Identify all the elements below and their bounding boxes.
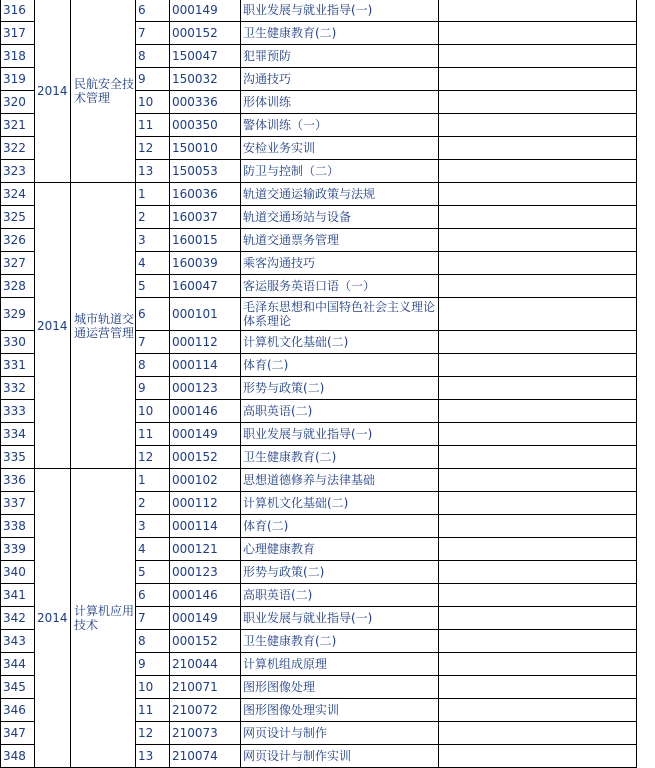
course-code-cell: 000336 — [170, 91, 241, 114]
blank-cell — [439, 745, 637, 768]
course-code-cell: 000146 — [170, 584, 241, 607]
major-cell: 民航安全技术管理 — [71, 0, 136, 183]
course-name-cell: 犯罪预防 — [241, 45, 439, 68]
sequence-cell: 10 — [136, 676, 170, 699]
course-name-cell: 轨道交通票务管理 — [241, 229, 439, 252]
course-code-cell: 000102 — [170, 469, 241, 492]
course-code-cell: 210074 — [170, 745, 241, 768]
blank-cell — [439, 252, 637, 275]
course-code-cell: 000121 — [170, 538, 241, 561]
blank-cell — [439, 400, 637, 423]
blank-cell — [439, 584, 637, 607]
sequence-cell: 7 — [136, 607, 170, 630]
sequence-cell: 12 — [136, 722, 170, 745]
sequence-cell: 6 — [136, 0, 170, 22]
row-number-cell: 343 — [1, 630, 35, 653]
sequence-cell: 3 — [136, 229, 170, 252]
blank-cell — [439, 22, 637, 45]
course-code-cell: 000112 — [170, 331, 241, 354]
course-code-cell: 000149 — [170, 0, 241, 22]
blank-cell — [439, 160, 637, 183]
course-name-cell: 警体训练（一） — [241, 114, 439, 137]
blank-cell — [439, 377, 637, 400]
row-number-cell: 322 — [1, 137, 35, 160]
blank-cell — [439, 699, 637, 722]
course-code-cell: 000152 — [170, 630, 241, 653]
sequence-cell: 11 — [136, 423, 170, 446]
course-name-cell: 形势与政策(二) — [241, 377, 439, 400]
course-name-cell: 轨道交通场站与设备 — [241, 206, 439, 229]
sequence-cell: 3 — [136, 515, 170, 538]
course-code-cell: 210044 — [170, 653, 241, 676]
blank-cell — [439, 423, 637, 446]
course-code-cell: 000152 — [170, 22, 241, 45]
sequence-cell: 12 — [136, 446, 170, 469]
sequence-cell: 5 — [136, 561, 170, 584]
blank-cell — [439, 607, 637, 630]
row-number-cell: 347 — [1, 722, 35, 745]
course-code-cell: 000149 — [170, 423, 241, 446]
sequence-cell: 8 — [136, 45, 170, 68]
blank-cell — [439, 561, 637, 584]
course-name-cell: 职业发展与就业指导(一) — [241, 607, 439, 630]
sequence-cell: 8 — [136, 354, 170, 377]
blank-cell — [439, 206, 637, 229]
course-name-cell: 计算机文化基础(二) — [241, 492, 439, 515]
blank-cell — [439, 68, 637, 91]
course-code-cell: 000350 — [170, 114, 241, 137]
sequence-cell: 1 — [136, 183, 170, 206]
row-number-cell: 316 — [1, 0, 35, 22]
row-number-cell: 345 — [1, 676, 35, 699]
sequence-cell: 13 — [136, 745, 170, 768]
course-code-cell: 000123 — [170, 561, 241, 584]
course-name-cell: 体育(二) — [241, 354, 439, 377]
row-number-cell: 331 — [1, 354, 35, 377]
row-number-cell: 344 — [1, 653, 35, 676]
blank-cell — [439, 91, 637, 114]
row-number-cell: 338 — [1, 515, 35, 538]
course-code-cell: 000114 — [170, 515, 241, 538]
sequence-cell: 12 — [136, 137, 170, 160]
table-row — [1, 183, 637, 206]
row-number-cell: 326 — [1, 229, 35, 252]
sequence-cell: 10 — [136, 400, 170, 423]
row-number-cell: 330 — [1, 331, 35, 354]
row-number-cell: 333 — [1, 400, 35, 423]
sequence-cell: 5 — [136, 275, 170, 298]
sequence-cell: 13 — [136, 160, 170, 183]
sequence-cell: 11 — [136, 114, 170, 137]
course-code-cell: 210073 — [170, 722, 241, 745]
row-number-cell: 317 — [1, 22, 35, 45]
course-code-cell: 150010 — [170, 137, 241, 160]
row-number-cell: 321 — [1, 114, 35, 137]
course-code-cell: 000112 — [170, 492, 241, 515]
blank-cell — [439, 538, 637, 561]
course-name-cell: 毛泽东思想和中国特色社会主义理论体系理论 — [241, 298, 439, 331]
sequence-cell: 10 — [136, 91, 170, 114]
course-name-cell: 高职英语(二) — [241, 584, 439, 607]
row-number-cell: 340 — [1, 561, 35, 584]
course-code-cell: 150053 — [170, 160, 241, 183]
row-number-cell: 334 — [1, 423, 35, 446]
row-number-cell: 318 — [1, 45, 35, 68]
row-number-cell: 323 — [1, 160, 35, 183]
row-number-cell: 335 — [1, 446, 35, 469]
course-code-cell: 160015 — [170, 229, 241, 252]
course-name-cell: 沟通技巧 — [241, 68, 439, 91]
course-code-cell: 210072 — [170, 699, 241, 722]
course-name-cell: 形势与政策(二) — [241, 561, 439, 584]
year-cell: 2014 — [35, 469, 71, 768]
blank-cell — [439, 515, 637, 538]
course-code-cell: 160039 — [170, 252, 241, 275]
sequence-cell: 8 — [136, 630, 170, 653]
row-number-cell: 337 — [1, 492, 35, 515]
course-name-cell: 计算机文化基础(二) — [241, 331, 439, 354]
course-name-cell: 图形图像处理 — [241, 676, 439, 699]
blank-cell — [439, 722, 637, 745]
sequence-cell: 6 — [136, 584, 170, 607]
course-name-cell: 安检业务实训 — [241, 137, 439, 160]
row-number-cell: 327 — [1, 252, 35, 275]
course-name-cell: 心理健康教育 — [241, 538, 439, 561]
course-name-cell: 网页设计与制作 — [241, 722, 439, 745]
course-code-cell: 000101 — [170, 298, 241, 331]
blank-cell — [439, 229, 637, 252]
blank-cell — [439, 137, 637, 160]
course-code-cell: 150032 — [170, 68, 241, 91]
blank-cell — [439, 114, 637, 137]
course-code-cell: 000146 — [170, 400, 241, 423]
row-number-cell: 319 — [1, 68, 35, 91]
sequence-cell: 11 — [136, 699, 170, 722]
course-name-cell: 形体训练 — [241, 91, 439, 114]
sequence-cell: 7 — [136, 22, 170, 45]
course-name-cell: 职业发展与就业指导(一) — [241, 0, 439, 22]
course-name-cell: 防卫与控制（二） — [241, 160, 439, 183]
row-number-cell: 346 — [1, 699, 35, 722]
row-number-cell: 324 — [1, 183, 35, 206]
course-code-cell: 000114 — [170, 354, 241, 377]
course-code-cell: 210071 — [170, 676, 241, 699]
course-code-cell: 150047 — [170, 45, 241, 68]
major-cell: 计算机应用技术 — [71, 469, 136, 768]
major-cell: 城市轨道交通运营管理 — [71, 183, 136, 469]
blank-cell — [439, 275, 637, 298]
blank-cell — [439, 492, 637, 515]
table-row — [1, 469, 637, 492]
blank-cell — [439, 0, 637, 22]
course-name-cell: 计算机组成原理 — [241, 653, 439, 676]
course-name-cell: 网页设计与制作实训 — [241, 745, 439, 768]
sequence-cell: 9 — [136, 653, 170, 676]
course-name-cell: 轨道交通运输政策与法规 — [241, 183, 439, 206]
course-name-cell: 卫生健康教育(二) — [241, 22, 439, 45]
course-name-cell: 客运服务英语口语（一） — [241, 275, 439, 298]
sequence-cell: 7 — [136, 331, 170, 354]
blank-cell — [439, 331, 637, 354]
blank-cell — [439, 676, 637, 699]
year-cell: 2014 — [35, 0, 71, 183]
sequence-cell: 6 — [136, 298, 170, 331]
row-number-cell: 336 — [1, 469, 35, 492]
blank-cell — [439, 183, 637, 206]
course-code-cell: 000123 — [170, 377, 241, 400]
course-code-cell: 160047 — [170, 275, 241, 298]
sequence-cell: 2 — [136, 492, 170, 515]
blank-cell — [439, 354, 637, 377]
blank-cell — [439, 469, 637, 492]
row-number-cell: 325 — [1, 206, 35, 229]
row-number-cell: 328 — [1, 275, 35, 298]
course-code-cell: 000149 — [170, 607, 241, 630]
row-number-cell: 339 — [1, 538, 35, 561]
blank-cell — [439, 298, 637, 331]
course-name-cell: 高职英语(二) — [241, 400, 439, 423]
course-name-cell: 思想道德修养与法律基础 — [241, 469, 439, 492]
course-name-cell: 卫生健康教育(二) — [241, 630, 439, 653]
course-name-cell: 卫生健康教育(二) — [241, 446, 439, 469]
course-table-body — [1, 0, 637, 768]
blank-cell — [439, 45, 637, 68]
course-name-cell: 图形图像处理实训 — [241, 699, 439, 722]
row-number-cell: 332 — [1, 377, 35, 400]
course-code-cell: 160036 — [170, 183, 241, 206]
blank-cell — [439, 630, 637, 653]
row-number-cell: 329 — [1, 298, 35, 331]
sequence-cell: 4 — [136, 252, 170, 275]
sequence-cell: 9 — [136, 68, 170, 91]
row-number-cell: 341 — [1, 584, 35, 607]
table-row — [1, 0, 637, 22]
row-number-cell: 342 — [1, 607, 35, 630]
course-code-cell: 160037 — [170, 206, 241, 229]
sequence-cell: 2 — [136, 206, 170, 229]
blank-cell — [439, 653, 637, 676]
blank-cell — [439, 446, 637, 469]
sequence-cell: 1 — [136, 469, 170, 492]
course-name-cell: 体育(二) — [241, 515, 439, 538]
sequence-cell: 4 — [136, 538, 170, 561]
row-number-cell: 348 — [1, 745, 35, 768]
sequence-cell: 9 — [136, 377, 170, 400]
course-name-cell: 乘客沟通技巧 — [241, 252, 439, 275]
course-code-cell: 000152 — [170, 446, 241, 469]
year-cell: 2014 — [35, 183, 71, 469]
course-name-cell: 职业发展与就业指导(一) — [241, 423, 439, 446]
row-number-cell: 320 — [1, 91, 35, 114]
